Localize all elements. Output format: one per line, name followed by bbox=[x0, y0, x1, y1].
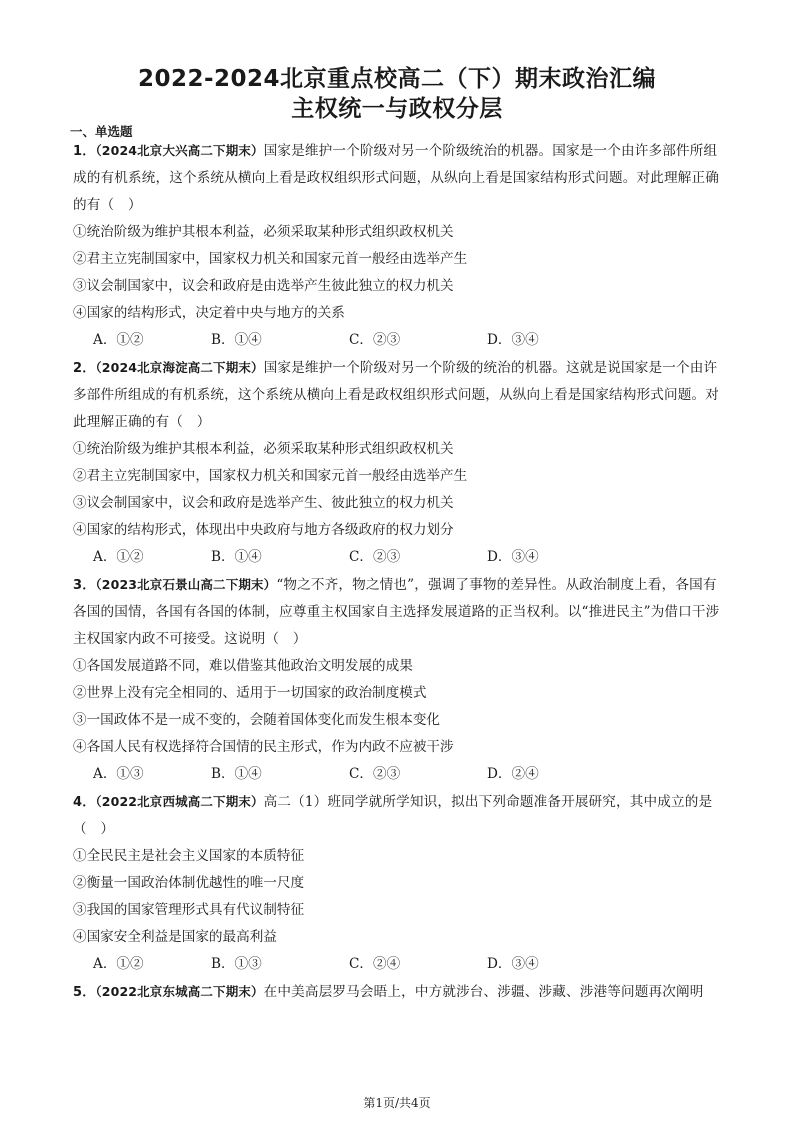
answer-choice-b: B．①③ bbox=[211, 956, 262, 972]
statement-option: ④各国人民有权选择符合国情的民主形式，作为内政不应被干涉 bbox=[73, 739, 454, 755]
statement-option: ①统治阶级为维护其根本利益，必须采取某种形式组织政权机关 bbox=[73, 441, 454, 457]
question-text: 国家是维护一个阶级对另一个阶级统治的机器。国家是一个由许多部件所组成的有机系统，这个系统从横向上看是政权组织形式问题，从纵向上看是国家结构形式问题。对此理解正确的有（ ） bbox=[73, 143, 719, 213]
question-stem bbox=[73, 978, 728, 1006]
question-source: （2022北京西城高二下期末） bbox=[95, 794, 264, 809]
answer-choices bbox=[73, 327, 728, 354]
answer-choice-d: D．③④ bbox=[487, 956, 539, 972]
answer-choice-b: B．①④ bbox=[211, 332, 262, 348]
statement-option: ③一国政体不是一成不变的，会随着国体变化而发生根本变化 bbox=[73, 712, 441, 728]
question-stem bbox=[73, 571, 728, 653]
question-stem bbox=[73, 137, 728, 219]
statement-option: ①各国发展道路不同，难以借鉴其他政治文明发展的成果 bbox=[73, 658, 413, 674]
question-text: 国家是维护一个阶级对另一个阶级的统治的机器。这就是说国家是一个由许多部件所组成的有机系统，这个系统从横向上看是政权组织形式问题，从纵向上看是国家结构形式问题。对此理解正确的有（ ） bbox=[73, 360, 719, 430]
statement-option: ④国家的结构形式，体现出中央政府与地方各级政府的权力划分 bbox=[73, 522, 454, 538]
question-text: 高二（1）班同学就所学知识，拟出下列命题准备开展研究，其中成立的是（ ） bbox=[73, 794, 713, 837]
question-1 bbox=[73, 137, 728, 354]
answer-choice-d: D．③④ bbox=[487, 549, 539, 565]
statement-option: ②世界上没有完全相同的、适用于一切国家的政治制度模式 bbox=[73, 685, 427, 701]
question-list bbox=[73, 137, 728, 1006]
statement-option: ①全民民主是社会主义国家的本质特征 bbox=[73, 848, 305, 864]
document-title: 2022-2024北京重点校高二（下）期末政治汇编 bbox=[137, 66, 657, 92]
question-5 bbox=[73, 978, 728, 1006]
question-3 bbox=[73, 571, 728, 788]
statement-option: ②衡量一国政治体制优越性的唯一尺度 bbox=[73, 875, 305, 891]
section-heading: 一、单选题 bbox=[70, 124, 133, 139]
question-source: （2022北京东城高二下期末） bbox=[95, 984, 264, 999]
question-stem bbox=[73, 788, 728, 843]
answer-choice-c: C．②③ bbox=[349, 766, 401, 782]
answer-choice-d: D．②④ bbox=[487, 766, 539, 782]
question-text: “物之不齐，物之情也”，强调了事物的差异性。从政治制度上看，各国有各国的国情，各国有各国的体制，应尊重主权国家自主选择发展道路的正当权利。以“推进民主”为借口干涉主权国家内政不可接受。这说明（ ） bbox=[73, 577, 720, 647]
question-number: 3． bbox=[73, 578, 96, 593]
answer-choice-d: D．③④ bbox=[487, 332, 539, 348]
answer-choice-c: C．②③ bbox=[349, 332, 401, 348]
answer-choice-b: B．①④ bbox=[211, 766, 262, 782]
question-stem bbox=[73, 354, 728, 436]
question-4 bbox=[73, 788, 728, 978]
answer-choices bbox=[73, 951, 728, 978]
document-subtitle: 主权统一与政权分层 bbox=[291, 96, 503, 122]
answer-choice-c: C．②③ bbox=[349, 549, 401, 565]
answer-choice-c: C．②④ bbox=[349, 956, 401, 972]
statement-option: ②君主立宪制国家中，国家权力机关和国家元首一般经由选举产生 bbox=[73, 468, 468, 484]
answer-choices bbox=[73, 761, 728, 788]
statement-option: ②君主立宪制国家中，国家权力机关和国家元首一般经由选举产生 bbox=[73, 251, 468, 267]
statement-option: ③议会制国家中，议会和政府是由选举产生彼此独立的权力机关 bbox=[73, 278, 454, 294]
question-text: 在中美高层罗马会晤上，中方就涉台、涉疆、涉藏、涉港等问题再次阐明 bbox=[263, 984, 704, 1000]
question-source: （2024北京海淀高二下期末） bbox=[95, 360, 264, 375]
question-number: 1． bbox=[73, 144, 96, 159]
answer-choice-b: B．①④ bbox=[211, 549, 262, 565]
question-number: 4． bbox=[73, 795, 96, 810]
question-number: 5． bbox=[73, 985, 96, 1000]
question-number: 2． bbox=[73, 361, 96, 376]
statement-option: ①统治阶级为维护其根本利益，必须采取某种形式组织政权机关 bbox=[73, 224, 454, 240]
answer-choices bbox=[73, 544, 728, 571]
statement-option: ④国家的结构形式，决定着中央与地方的关系 bbox=[73, 305, 345, 321]
question-source: （2024北京大兴高二下期末） bbox=[95, 143, 264, 158]
statement-option: ③议会制国家中，议会和政府是选举产生、彼此独立的权力机关 bbox=[73, 495, 454, 511]
answer-choice-a: A．①② bbox=[93, 332, 144, 348]
answer-choice-a: A．①③ bbox=[93, 766, 144, 782]
statement-option: ③我国的国家管理形式具有代议制特征 bbox=[73, 902, 305, 918]
answer-choice-a: A．①② bbox=[93, 956, 144, 972]
statement-option: ④国家安全利益是国家的最高利益 bbox=[73, 929, 277, 945]
page-footer: 第1页/共4页 bbox=[363, 1096, 431, 1110]
answer-choice-a: A．①② bbox=[93, 549, 144, 565]
question-2 bbox=[73, 354, 728, 571]
question-source: （2023北京石景山高二下期末） bbox=[95, 577, 277, 592]
